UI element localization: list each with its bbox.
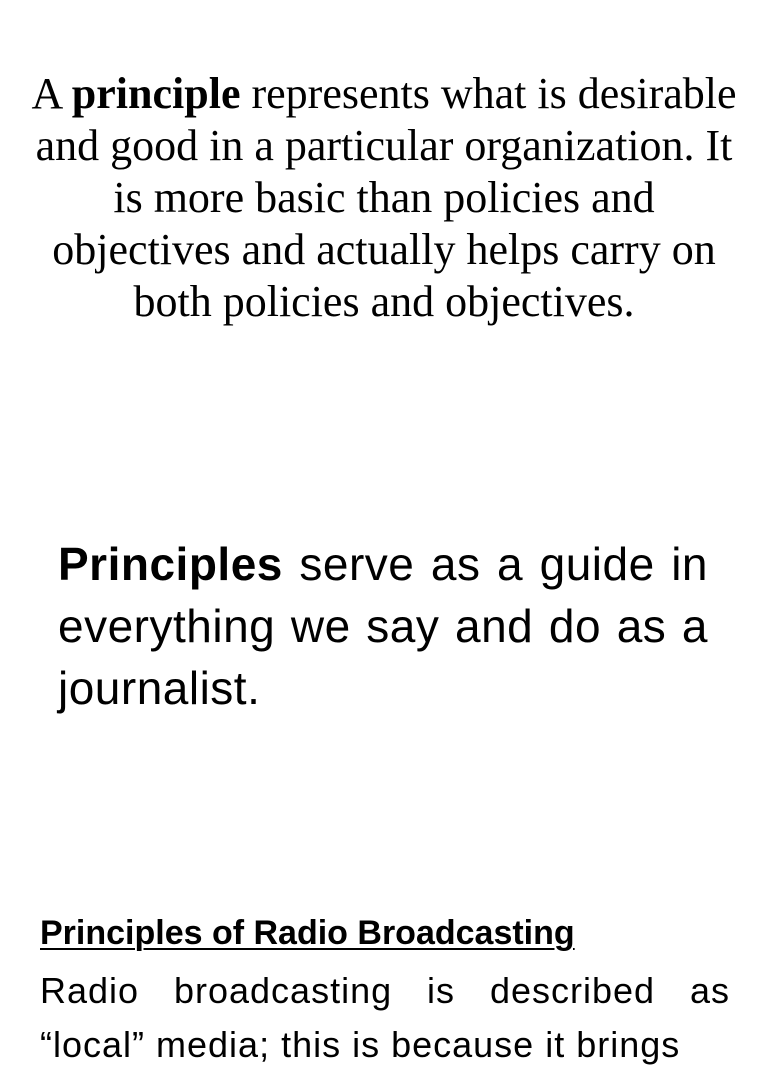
guide-term: Principles [58, 538, 283, 590]
guide-text: serve as a guide in everything we say and do as a journalist. [58, 538, 708, 714]
definition-term: principle [71, 69, 241, 118]
principle-definition [30, 68, 738, 328]
section-body: Radio broadcasting is described as “local” media; this is because it brings [40, 970, 730, 1065]
definition-text: represents what is desirable and good in a particular organization. It is more basic than policies and objectives and actually helps carry on both policies and objectives. [35, 69, 737, 326]
definition-lead: A [31, 69, 72, 118]
section-heading: Principles of Radio Broadcasting [40, 914, 575, 952]
principles-guide-statement [58, 533, 708, 719]
